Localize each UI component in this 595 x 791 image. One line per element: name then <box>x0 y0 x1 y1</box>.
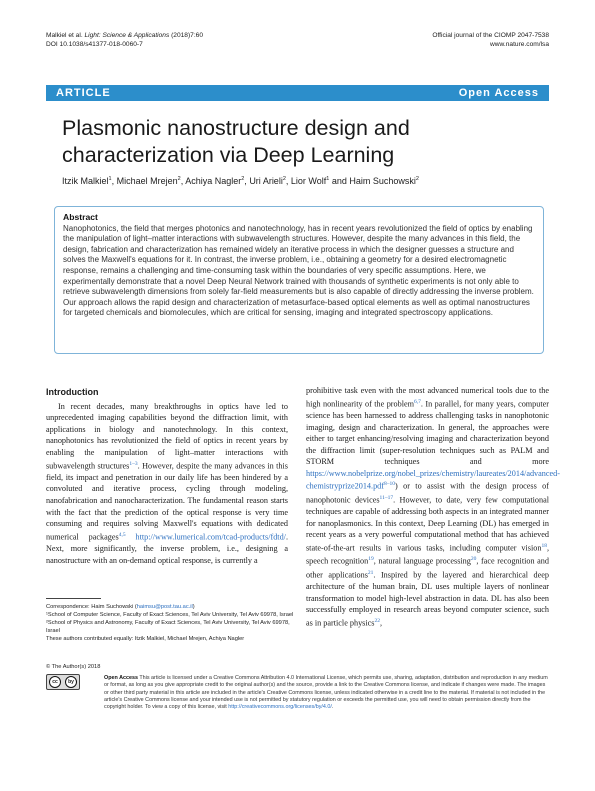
journal-url[interactable]: www.nature.com/lsa <box>490 41 549 48</box>
author[interactable]: Itzik Malkiel <box>62 176 109 186</box>
abstract-heading: Abstract <box>63 212 98 222</box>
citation-ref[interactable]: 1–3 <box>129 460 138 467</box>
author[interactable]: Michael Mrejen <box>116 176 178 186</box>
lumerical-link[interactable]: http://www.lumerical.com/tcad-products/fdtd/ <box>135 532 286 542</box>
license-link[interactable]: http://creativecommons.org/licenses/by/4.0/ <box>228 704 332 711</box>
citation-ref[interactable]: 18 <box>541 542 547 549</box>
open-access-bold: Open Access <box>104 675 138 681</box>
citation-header <box>46 31 203 49</box>
citation-ref[interactable]: 20 <box>470 556 477 563</box>
affiliation-2: ²School of Physics and Astronomy, Faculty of Exact Sciences, Tel Aviv University, Tel Aviv 69978, Israel <box>46 620 290 634</box>
doi[interactable]: DOI 10.1038/s41377-018-0060-7 <box>46 41 143 48</box>
creative-commons-icon[interactable] <box>46 674 80 690</box>
copyright: © The Author(s) 2018 <box>46 664 101 670</box>
author[interactable]: Haim Suchowski <box>349 176 416 186</box>
article-banner <box>46 85 549 101</box>
citation-ref[interactable]: 11–17 <box>379 494 394 501</box>
journal-name: Light: Science & Applications <box>84 32 170 39</box>
citation-ref[interactable]: 8–10 <box>384 481 395 488</box>
attribution-icon: by <box>65 676 77 688</box>
cc-logo-icon: cc <box>49 676 61 688</box>
citation-volume: (2018)7:60 <box>169 32 204 39</box>
journal-header <box>432 31 549 49</box>
author-list: Itzik Malkiel$^1$, Michael Mrejen$^2$, Achiya Nagler$^2$, Uri Arieli$^2$, Lior Wolf$^1$ and Haim Suchowski$^2$ <box>62 176 419 186</box>
citation-ref[interactable]: 19 <box>368 556 374 563</box>
email-link[interactable]: haimsu@post.tau.ac.il <box>136 604 193 610</box>
footnote-divider <box>46 598 101 599</box>
section-heading-introduction: Introduction <box>46 387 99 397</box>
open-access-label: Open Access <box>458 87 539 99</box>
nobel-link[interactable]: https://www.nobelprize.org/nobel_prizes/chemistry/laureates/2014/advanced-chemistryprize2014.pdf <box>306 468 560 492</box>
abstract-box <box>54 206 544 354</box>
paragraph: In recent decades, many breakthroughs in optics have led to unprecedented imaging capabilities beyond the diffraction limit, with applications in biology and nanotechnology. In this context, nanophotonics has revolutionized the field of optics in recent years by enabling the manipulation of light–matter interactions with subwavelength structures$^{1-3}$. However, despite the many advances in this field, its impact and penetration in our daily life has been hindered by a convoluted and iterative process, cycling through modeling, nanofabrication and nanocharacterization. The fundamental reason starts with the fact that the prediction of the optical response is very time consuming and requires solving Maxwell's equations with dedicated numerical packages$^{4,5}$ http://www.lumerical.com/tcad-products/fdtd/. Next, more significantly, the inverse problem, i.e., designing a nanostructure with an on-demand optical response, is currently a <box>46 401 288 565</box>
correspondence: Correspondence: Haim Suchowski (haimsu@post.tau.ac.il) <box>46 604 195 610</box>
equal-contribution-note: These authors contributed equally: Itzik Malkiel, Michael Mrejen, Achiya Nagler <box>46 636 245 642</box>
author[interactable]: Achiya Nagler <box>185 176 242 186</box>
citation-ref[interactable]: 22 <box>374 617 380 624</box>
citation-ref[interactable]: 21 <box>367 569 374 576</box>
official-journal: Official journal of the CIOMP 2047-7538 <box>432 32 549 39</box>
citation-authors: Malkiel et al. <box>46 32 85 39</box>
author[interactable]: Lior Wolf <box>290 176 327 186</box>
citation-ref[interactable]: 4,5 <box>118 531 126 538</box>
paper-title: Plasmonic nanostructure design and characterization via Deep Learning <box>62 116 410 167</box>
paragraph: prohibitive task even with the most advanced numerical tools due to the high nonlinearity of the problem$^{6,7}$. In parallel, for many years, computer science has been harnessed to address challenging tasks in nanophotonic imaging, design and characterization. In general, the approaches were either to target enhancing/resolving imaging and characterization beyond the diffraction limit (super-resolution techniques such as PALM and STORM techniques and more https://www.nobelprize.org/nobel_prizes/chemistry/laureates/2014/advanced-chemistryprize2014.pdf$^{8-10}$) or to assist with the design process of nanophotonic devices$^{11-17}$. However, to date, very few computational techniques are capable of addressing both aspects in an integrated manner for nanoplasmonics. In this context, Deep Learning (DL) has emerged in recent years as a very powerful computational method that has achieved state-of-the-art results in various tasks, including computer vision$^{18}$, speech recognition$^{19}$, natural language processing$^{20}$, face recognition and other applications$^{21}$. Inspired by the layered and hierarchical deep architecture of the human brain, DL uses multiple layers of nonlinear transformation to model high-level abstraction in data. DL has also been successfully employed in research areas beyond computer science, such as in particle physics$^{22}$, <box>306 386 560 628</box>
article-type-label: ARTICLE <box>56 87 111 99</box>
body-column-left <box>46 387 288 566</box>
author[interactable]: Uri Arieli <box>249 176 283 186</box>
affiliation-1: ¹School of Computer Science, Faculty of Exact Sciences, Tel Aviv University, Tel Aviv 69978, Israel <box>46 612 294 618</box>
abstract-text: Nanophotonics, the field that merges photonics and nanotechnology, has in recent years revolutionized the field of optics by enabling the manipulation of light–matter interactions with subwavelength structures. However, despite the many advances in this field, the design, fabrication and characterization has remained widely an iterative process in which the designer guesses a structure and solves the Maxwell's equations for it. In contrast, the inverse problem, i.e., obtaining a geometry for a desired electromagnetic response, remains a challenging and time-consuming task within the boundaries of very specific assumptions. Here, we experimentally demonstrate that a novel Deep Neural Network trained with thousands of synthetic experiments is not only able to retrieve subwavelength dimensions from solely far-field measurements but is also capable of directly addressing the inverse problem. Our approach allows the rapid design and characterization of metasurface-based optical elements as well as optimal nanostructures for targeted chemicals and biomolecules, which are critical for sensing, imaging and integrated spectroscopy applications. <box>63 223 534 318</box>
footnotes <box>46 603 296 643</box>
license-text: Open Access This article is licensed under a Creative Commons Attribution 4.0 International License, which permits use, sharing, adaptation, distribution and reproduction in any medium or format, as long as you give appropriate credit to the original author(s) and the source, provide a link to the Creative Commons license, and indicate if changes were made. The images or other third party material in this article are included in the article's Creative Commons license, unless indicated otherwise in a credit line to the material. If material is not included in the article's Creative Commons license and your intended use is not permitted by statutory regulation or exceeds the permitted use, you will need to obtain permission directly from the copyright holder. To view a copy of this license, visit http://creativecommons.org/licenses/by/4.0/. <box>104 675 548 711</box>
body-column-right <box>306 385 560 629</box>
citation-ref[interactable]: 6,7 <box>414 398 421 405</box>
